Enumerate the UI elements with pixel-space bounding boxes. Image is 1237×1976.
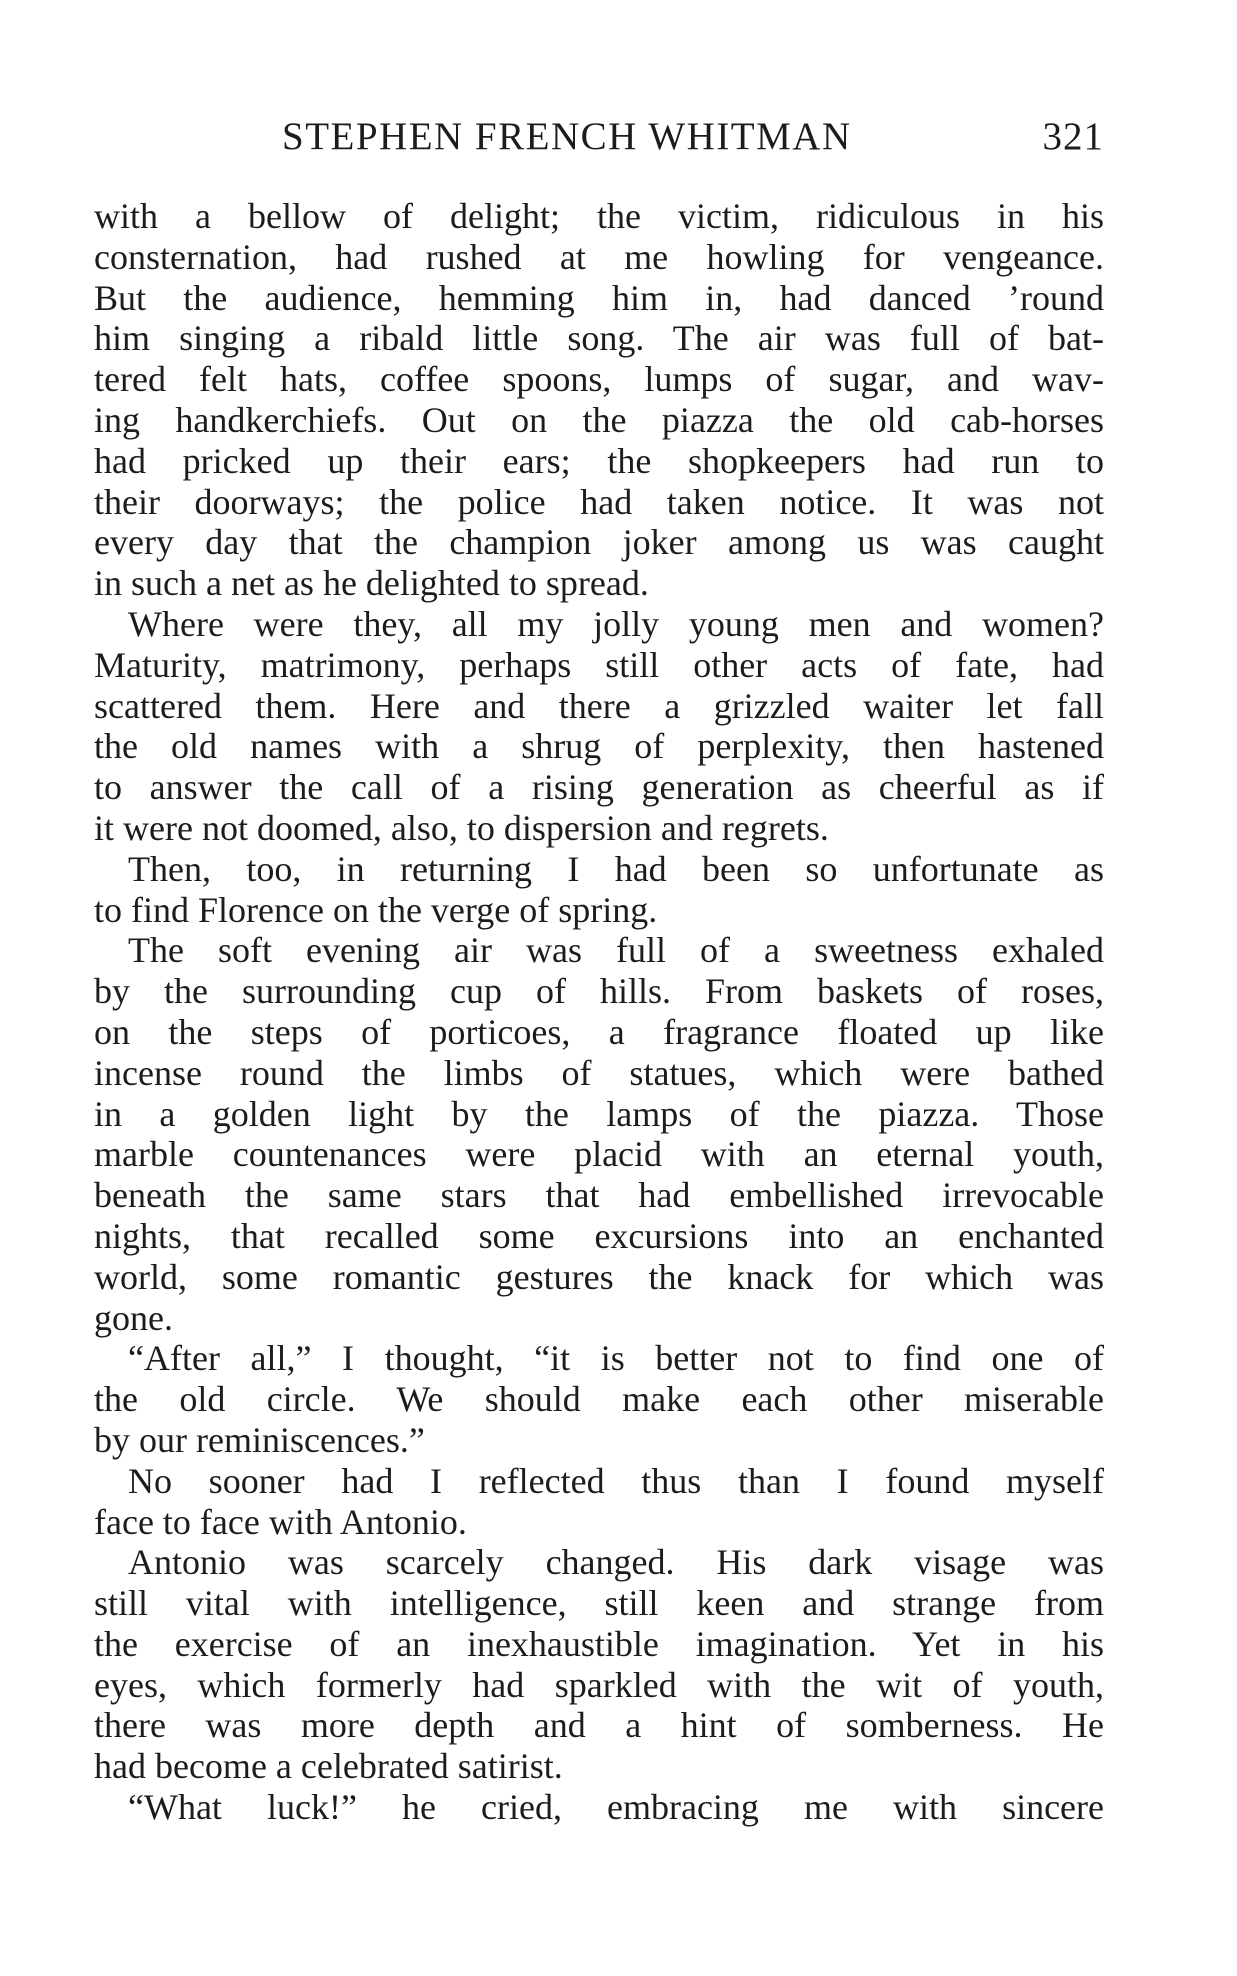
text-line: had pricked up their ears; the shopkeepers had run to <box>94 440 1104 481</box>
text-line: the exercise of an inexhaustible imagination. Yet in his <box>94 1623 1104 1664</box>
text-line: their doorways; the police had taken notice. It was not <box>94 481 1104 522</box>
text-line: with a bellow of delight; the victim, ridiculous in his <box>94 196 1104 236</box>
text-line: in such a net as he delighted to spread. <box>94 563 649 604</box>
text-line: there was more depth and a hint of somberness. He <box>94 1705 1104 1746</box>
text-line: face to face with Antonio. <box>94 1501 467 1542</box>
text-line: incense round the limbs of statues, which were bathed <box>94 1052 1104 1093</box>
text-line: the old circle. We should make each other miserable <box>94 1379 1104 1420</box>
text-line: him singing a ribald little song. The air was full of bat- <box>94 318 1104 359</box>
text-line: Then, too, in returning I had been so unfortunate as <box>128 848 1104 889</box>
text-line: “What luck!” he cried, embracing me with sincere <box>128 1787 1104 1828</box>
text-line: consternation, had rushed at me howling for vengeance. <box>94 236 1104 277</box>
text-line: The soft evening air was full of a sweetness exhaled <box>128 930 1104 971</box>
text-line: gone. <box>94 1297 173 1338</box>
text-line: world, some romantic gestures the knack for which was <box>94 1256 1104 1297</box>
text-line: Maturity, matrimony, perhaps still other acts of fate, had <box>94 644 1104 685</box>
text-line: it were not doomed, also, to dispersion and regrets. <box>94 807 829 848</box>
text-line: beneath the same stars that had embellished irrevocable <box>94 1175 1104 1216</box>
text-line: Where were they, all my jolly young men and women? <box>128 603 1104 644</box>
text-line: by the surrounding cup of hills. From baskets of roses, <box>94 971 1104 1012</box>
text-line: by our reminiscences.” <box>94 1419 425 1460</box>
running-title: STEPHEN FRENCH WHITMAN <box>282 115 852 158</box>
text-line: eyes, which formerly had sparkled with the wit of youth, <box>94 1664 1104 1705</box>
text-line: to find Florence on the verge of spring. <box>94 889 658 930</box>
text-line: nights, that recalled some excursions into an enchanted <box>94 1215 1104 1256</box>
text-line: scattered them. Here and there a grizzled waiter let fall <box>94 685 1104 726</box>
body-text <box>94 196 1104 1828</box>
text-line: marble countenances were placid with an eternal youth, <box>94 1134 1104 1175</box>
text-line: No sooner had I reflected thus than I found myself <box>128 1460 1104 1501</box>
text-line: Antonio was scarcely changed. His dark visage was <box>128 1542 1104 1583</box>
text-line: the old names with a shrug of perplexity, then hastened <box>94 726 1104 767</box>
page-number: 321 <box>1042 115 1104 158</box>
text-line: ing handkerchiefs. Out on the piazza the old cab-horses <box>94 399 1104 440</box>
text-line: still vital with intelligence, still keen and strange from <box>94 1583 1104 1624</box>
text-line: had become a celebrated satirist. <box>94 1746 563 1787</box>
text-line: to answer the call of a rising generation as cheerful as if <box>94 767 1104 808</box>
text-line: on the steps of porticoes, a fragrance floated up like <box>94 1011 1104 1052</box>
text-line: in a golden light by the lamps of the piazza. Those <box>94 1093 1104 1134</box>
text-line: But the audience, hemming him in, had danced ’round <box>94 277 1104 318</box>
text-line: “After all,” I thought, “it is better not to find one of <box>128 1338 1104 1379</box>
running-head <box>94 112 1104 162</box>
text-line: tered felt hats, coffee spoons, lumps of sugar, and wav- <box>94 359 1104 400</box>
text-line: every day that the champion joker among us was caught <box>94 522 1104 563</box>
